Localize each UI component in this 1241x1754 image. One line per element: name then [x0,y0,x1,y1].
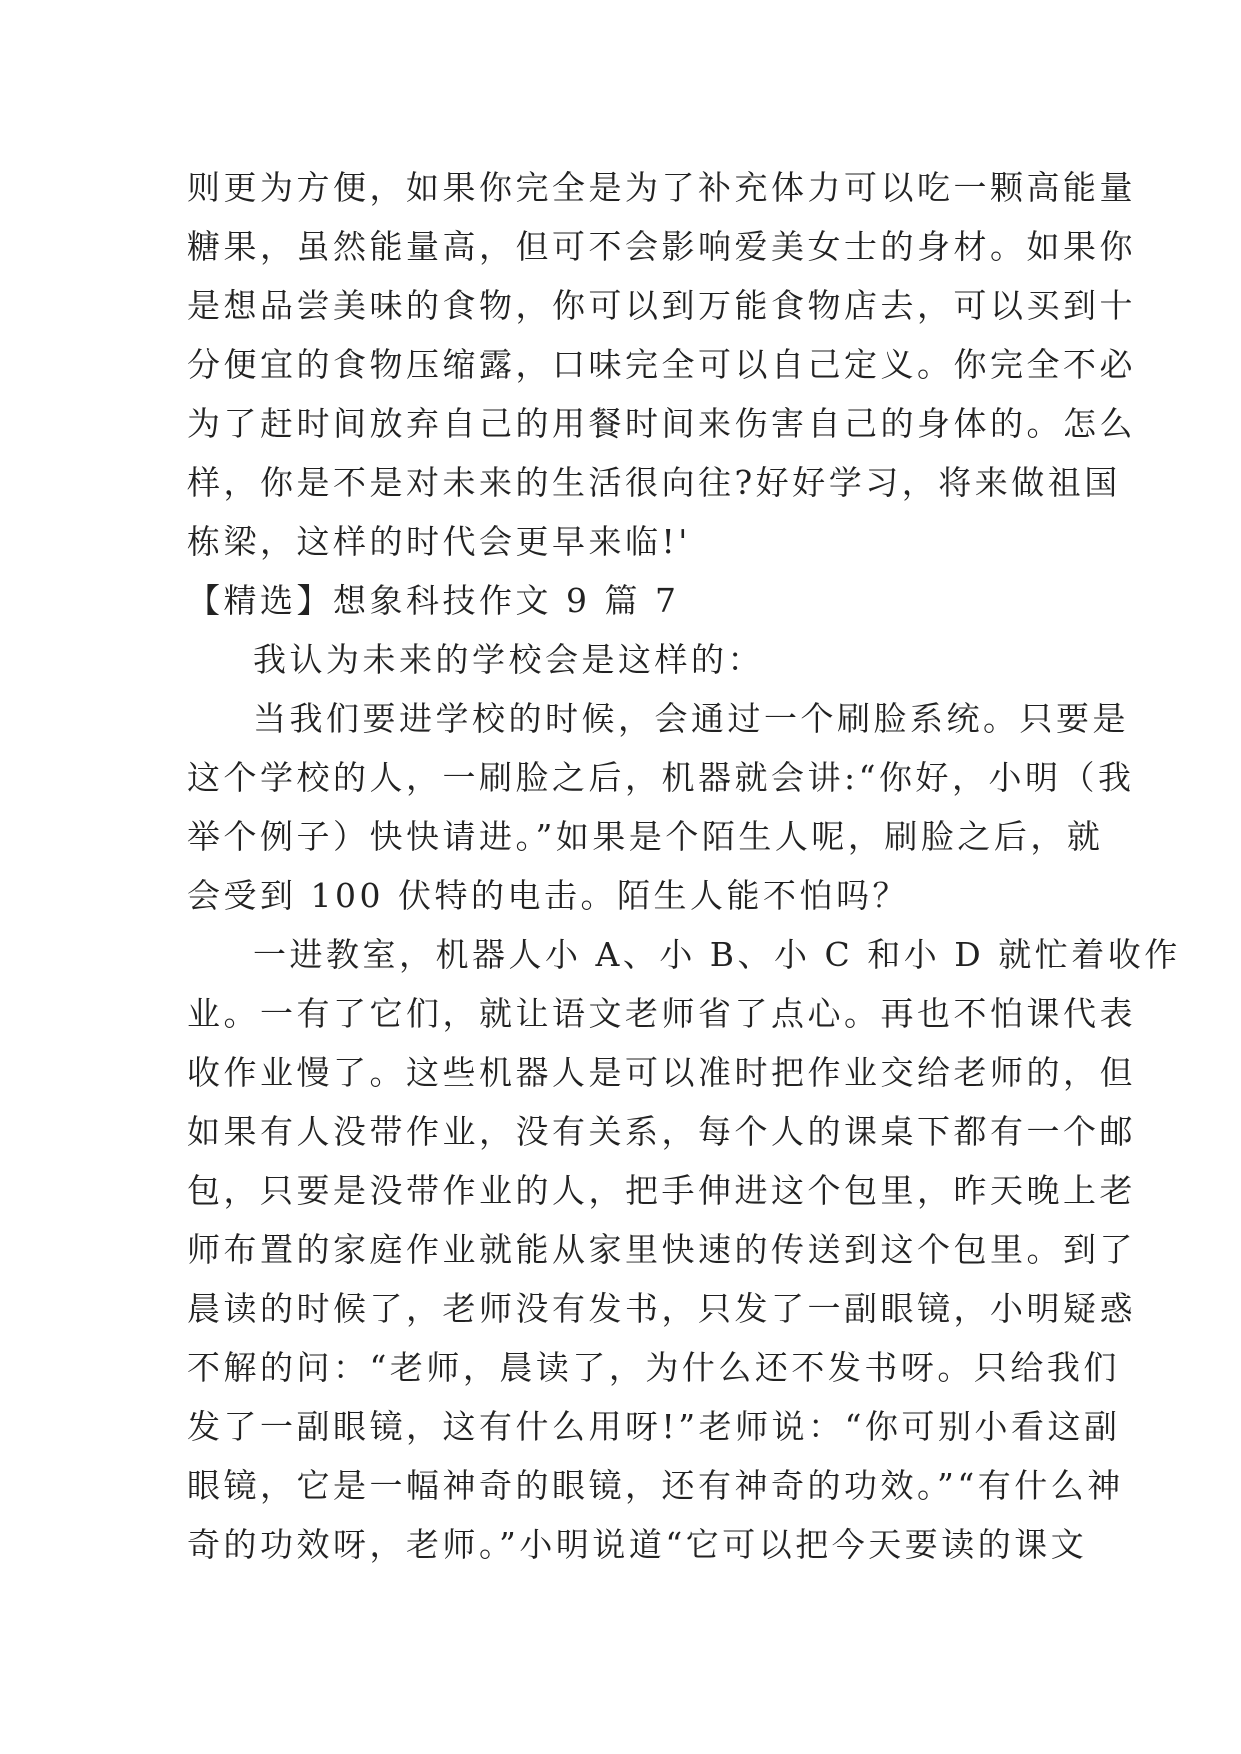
text-line: 收作业慢了。这些机器人是可以准时把作业交给老师的，但 [187,1053,1136,1092]
paragraph-continued [187,158,1136,571]
text-line: 发了一副眼镜，这有什么用呀!”老师说：“你可别小看这副 [187,1407,1121,1446]
text-line: 分便宜的食物压缩露，口味完全可以自己定义。你完全不必 [187,345,1136,384]
text-line: 样，你是不是对未来的生活很向往?好好学习，将来做祖国 [187,463,1121,502]
text-line: 师布置的家庭作业就能从家里快速的传送到这个包里。到了 [187,1230,1136,1269]
paragraph-intro: 我认为未来的学校会是这样的： [253,640,764,679]
text-line: 不解的问：“老师，晨读了，为什么还不发书呀。只给我们 [187,1348,1120,1387]
text-line: 会受到 100 伏特的电击。陌生人能不怕吗？ [187,876,909,915]
text-line: 业。一有了它们，就让语文老师省了点心。再也不怕课代表 [187,994,1136,1033]
text-line: 如果有人没带作业，没有关系，每个人的课桌下都有一个邮 [187,1112,1136,1151]
paragraph-classroom [187,925,1181,1574]
text-line: 栋梁，这样的时代会更早来临!' [187,522,691,561]
text-line: 奇的功效呀，老师。”小明说道“它可以把今天要读的课文 [187,1525,1088,1564]
text-line: 是想品尝美味的食物，你可以到万能食物店去，可以买到十 [187,286,1136,325]
text-line: 这个学校的人，一刷脸之后，机器就会讲:“你好，小明（我 [187,758,1135,797]
section-title: 【精选】想象科技作文 9 篇 7 [187,581,680,620]
text-line: 晨读的时候了，老师没有发书，只发了一副眼镜，小明疑惑 [187,1289,1136,1328]
text-line: 包，只要是没带作业的人，把手伸进这个包里，昨天晚上老 [187,1171,1136,1210]
text-line: 为了赶时间放弃自己的用餐时间来伤害自己的身体的。怎么 [187,404,1136,443]
text-line: 则更为方便，如果你完全是为了补充体力可以吃一颗高能量 [187,168,1136,207]
document-body [187,158,1181,1574]
text-line: 一进教室，机器人小 A、小 B、小 C 和小 D 就忙着收作 [253,935,1181,974]
text-line: 当我们要进学校的时候，会通过一个刷脸系统。只要是 [253,699,1129,738]
text-line: 眼镜，它是一幅神奇的眼镜，还有神奇的功效。”“有什么神 [187,1466,1124,1505]
paragraph-gate [187,689,1135,925]
text-line: 糖果，虽然能量高，但可不会影响爱美女士的身材。如果你 [187,227,1136,266]
text-line: 举个例子）快快请进。”如果是个陌生人呢，刷脸之后，就 [187,817,1104,856]
